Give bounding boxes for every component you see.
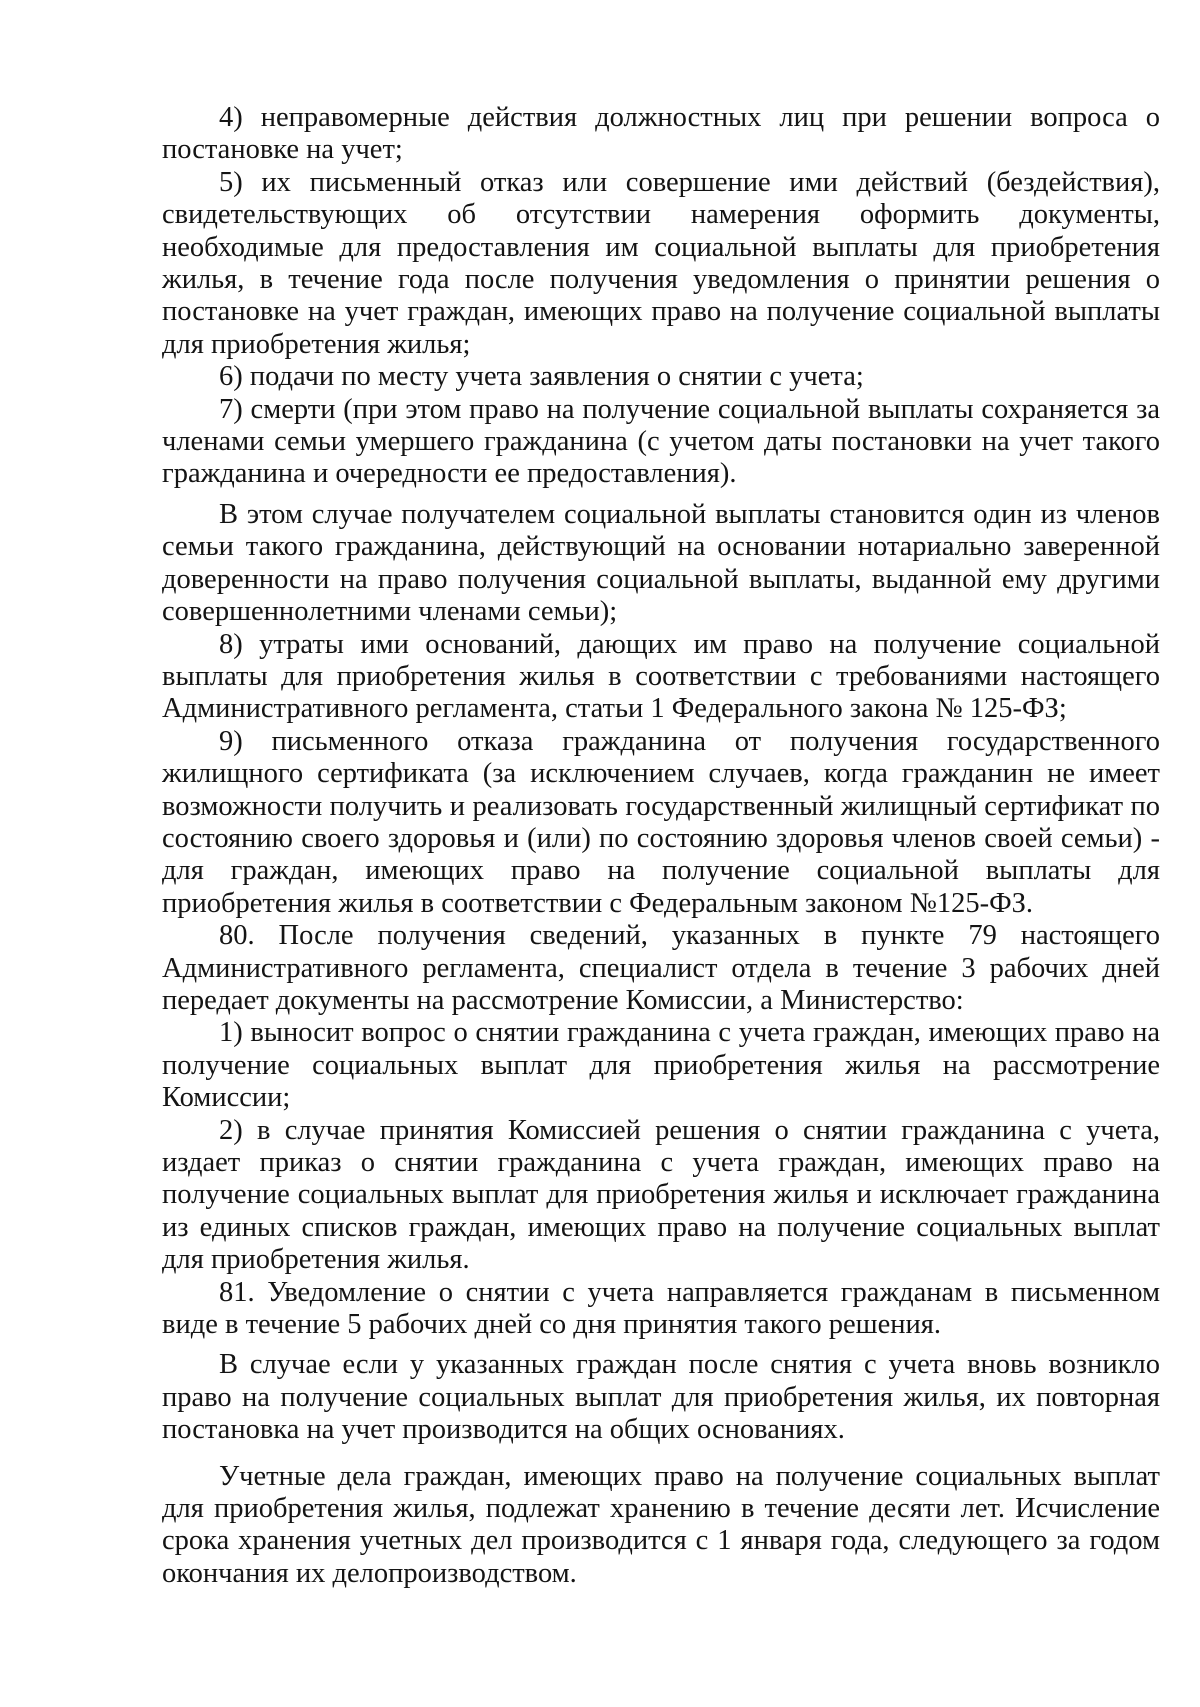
paragraph-item-8: 8) утраты ими оснований, дающих им право на получение социальной выплаты для приобретения жилья в соответствии с требованиями настоящего Административного регламента, статьи 1 Федерального закона № 125-ФЗ; [162, 628, 1160, 725]
paragraph-reregistration: В случае если у указанных граждан после снятия с учета вновь возникло право на получение социальных выплат для приобретения жилья, их повторная постановка на учет производится на общих основаниях. [162, 1349, 1160, 1446]
paragraph-item-4: 4) неправомерные действия должностных лиц при решении вопроса о постановке на учет; [162, 102, 1160, 166]
paragraph-clause-80-item-2: 2) в случае принятия Комиссией решения о снятии гражданина с учета, издает приказ о снятии гражданина с учета граждан, имеющих право на получение социальных выплат для приобретения жилья и исключает гражданина из единых списков граждан, имеющих право на получение социальных выплат для приобретения жилья. [162, 1114, 1160, 1276]
paragraph-clause-80-item-1: 1) выносит вопрос о снятии гражданина с учета граждан, имеющих право на получение социальных выплат для приобретения жилья на рассмотрение Комиссии; [162, 1017, 1160, 1114]
paragraph-recipient-case: В этом случае получателем социальной выплаты становится один из членов семьи такого гражданина, действующий на основании нотариально заверенной доверенности на право получения социальной выплаты, выданной ему другими совершеннолетними членами семьи); [162, 498, 1160, 628]
paragraph-item-7: 7) смерти (при этом право на получение социальной выплаты сохраняется за членами семьи умершего гражданина (с учетом даты постановки на учет такого гражданина и очередности ее предоставления). [162, 393, 1160, 490]
paragraph-item-5: 5) их письменный отказ или совершение ими действий (бездействия), свидетельствующих об отсутствии намерения оформить документы, необходимые для предоставления им социальной выплаты для приобретения жилья, в течение года после получения уведомления о принятии решения о постановке на учет граждан, имеющих право на получение социальной выплаты для приобретения жилья; [162, 166, 1160, 360]
document-page [162, 102, 1160, 1590]
paragraph-records-storage: Учетные дела граждан, имеющих право на получение социальных выплат для приобретения жилья, подлежат хранению в течение десяти лет. Исчисление срока хранения учетных дел производится с 1 января года, следующего за годом окончания их делопроизводством. [162, 1460, 1160, 1589]
paragraph-clause-81: 81. Уведомление о снятии с учета направляется гражданам в письменном виде в течение 5 рабочих дней со дня принятия такого решения. [162, 1276, 1160, 1341]
paragraph-clause-80: 80. После получения сведений, указанных в пункте 79 настоящего Административного регламента, специалист отдела в течение 3 рабочих дней передает документы на рассмотрение Комиссии, а Министерство: [162, 920, 1160, 1016]
paragraph-item-6: 6) подачи по месту учета заявления о снятии с учета; [219, 361, 864, 393]
paragraph-item-9: 9) письменного отказа гражданина от получения государственного жилищного сертификата (за исключением случаев, когда гражданин не имеет возможности получить и реализовать государственный жилищный сертификат по состоянию своего здоровья и (или) по состоянию здоровья членов своей семьи) - для граждан, имеющих право на получение социальной выплаты для приобретения жилья в соответствии с Федеральным законом №125-ФЗ. [162, 725, 1160, 919]
